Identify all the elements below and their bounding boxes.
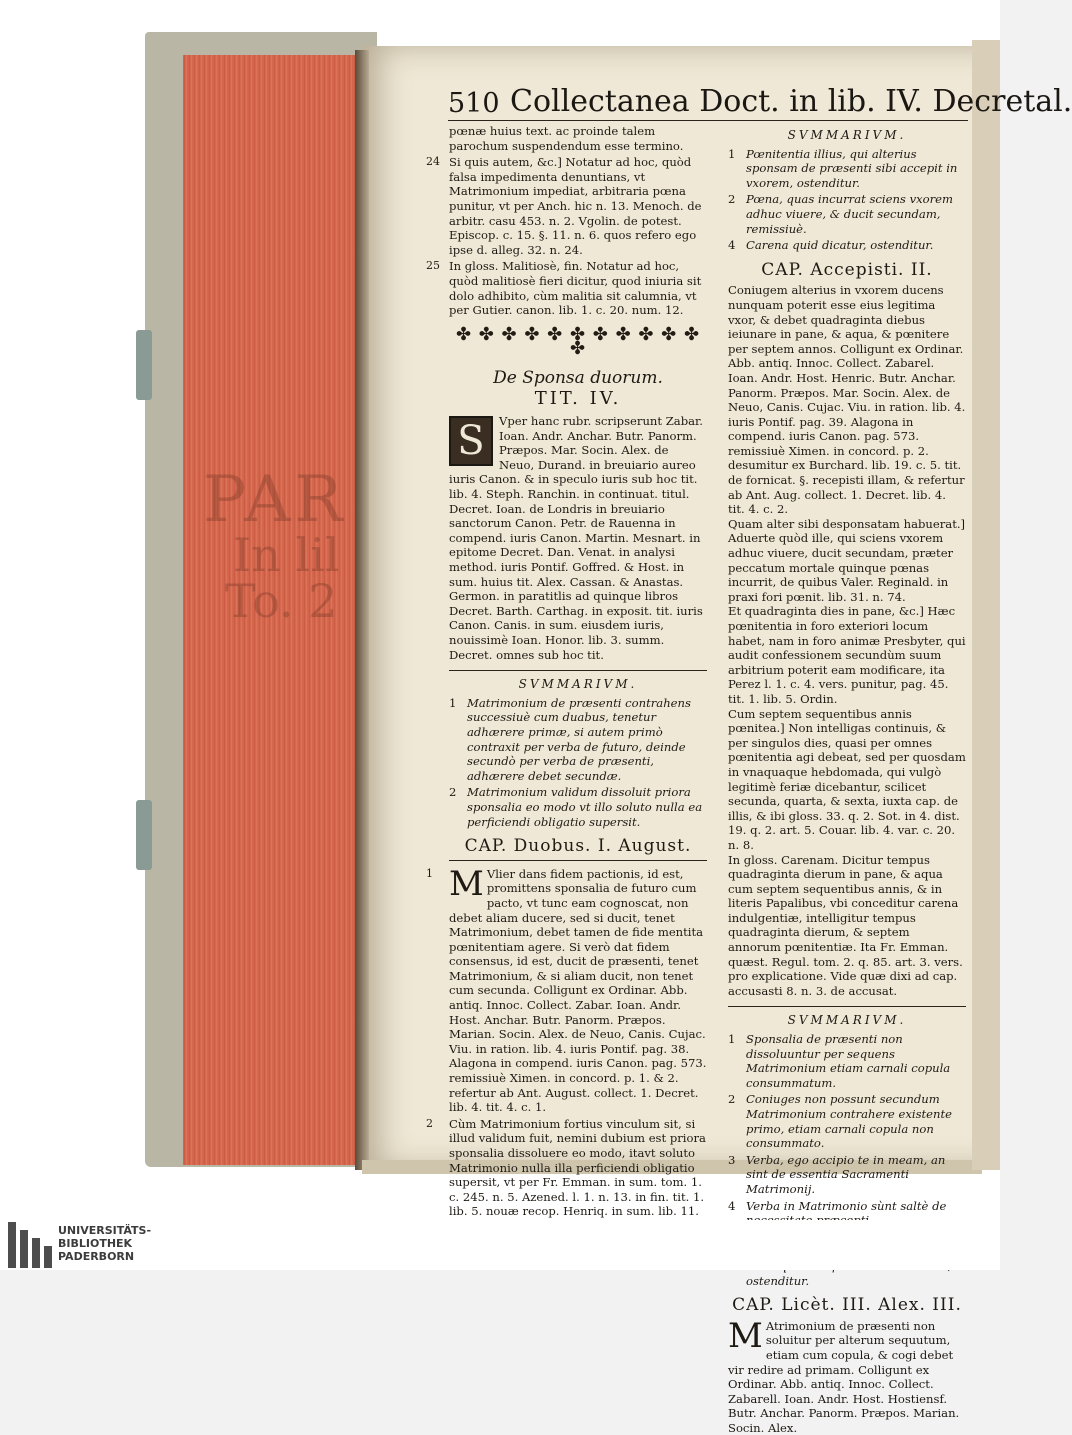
para-24-text: Si quis autem, &c.] Notatur ad hoc, quòd falsa impedimenta denuntians, vt Matrimonium impediat, arbitraria pœna punitur, vt per Anch. hic n. 13. Menoch. de arbitr. casu 453. n. 2. Vgolin. de potest. Episcop. c. 15. §. 11. n. 6. quos refero ego ipse d. alleg. 32. n. 24. bbox=[449, 155, 702, 257]
page-number: 510 bbox=[448, 88, 500, 119]
para-25 bbox=[426, 259, 707, 318]
cap3-paragraph bbox=[728, 1315, 966, 1435]
margin-number: 25 bbox=[426, 259, 440, 273]
summarium-item: 2 Matrimonium validum dissoluit priora sponsalia eo modo vt illo soluto nulla ea perficiendi obligatio supersit. bbox=[449, 785, 703, 829]
summarium-item: 2 Coniuges non possunt secundum Matrimonium contrahere existente primo, etiam carnali copula non consummato. bbox=[728, 1092, 953, 1151]
cap2-para-1: Coniugem alterius in vxorem ducens nunquam poterit esse eius legitima vxor, & debet quadraginta diebus ieiunare in pane, & aqua, & pœnitere per septem annos. Colligunt ex Ordinar. Abb. antiq. Innoc. Collect. Zabarel. Ioan. Andr. Host. Henric. Butr. Anchar. Panorm. Præpos. Mar. Socin. Alex. de Neuo, Canis. Cujac. Viu. in ration. lib. 4. iuris Pontif. pag. 39. Alagona in compend. iuris Canon. pag. 573. remissiuè Ximen. in concord. p. 2. desumitur ex Burchard. lib. 19. c. 5. tit. de fornicat. §. recepisti illam, & refertur ab Ant. Aug. collect. 1. Decret. lib. 4. tit. 4. c. 2. bbox=[728, 283, 966, 517]
para-25-text: In gloss. Malitiosè, fin. Notatur ad hoc, quòd malitiosè fieri dicitur, quod iniuria sit dolo adhibito, cùm malitia sit calumnia, vt per Gutier. canon. lib. 1. c. 20. num. 12. bbox=[449, 259, 702, 318]
library-line-3: PADERBORN bbox=[58, 1250, 135, 1263]
stamp-line-1: PAR bbox=[203, 463, 347, 537]
running-title: Collectanea Doct. in lib. IV. Decretal. bbox=[510, 84, 1072, 119]
summarium-item: 1 Pœnitentia illius, qui alterius sponsam de præsenti sibi accepit in vxorem, ostenditur. bbox=[728, 146, 958, 190]
section-title: De Sponsa duorum. bbox=[493, 367, 663, 388]
ornament-band: ✤ ✤ ✤ ✤ ✤ ✤ ✤ ✤ ✤ ✤ ✤ ✤ bbox=[455, 323, 701, 360]
clasp-bottom bbox=[136, 800, 152, 870]
chapter-title: CAP. Licèt. III. Alex. III. bbox=[732, 1295, 962, 1316]
chapter-para-1 bbox=[426, 863, 707, 1115]
drop-capital: S bbox=[449, 416, 493, 466]
library-logo-icon bbox=[8, 1222, 54, 1268]
cap2-para-3: Et quadraginta dies in pane, &c.] Hæc pœnitentia in foro exteriori locum habet, nam in foro animæ Presbyter, qui audit confessionem secundùm suum arbitrium poterit eam modificare, ita Perez l. 1. c. 4. vers. punitur, pag. 45. tit. 1. lib. 5. Ordin. bbox=[728, 604, 966, 706]
spine-stamp bbox=[203, 463, 347, 628]
stamp-line-3: To. 2 bbox=[225, 574, 338, 628]
summarium-item: 2 Pœna, quas incurrat sciens vxorem adhuc viuere, & ducit secundam, remissiuè. bbox=[728, 192, 954, 236]
para-24 bbox=[426, 155, 707, 257]
summarium-item: ostenditur. bbox=[746, 1273, 810, 1288]
summarium-list bbox=[449, 696, 707, 829]
left-column bbox=[426, 124, 707, 1248]
divider bbox=[449, 860, 707, 861]
summarium-heading: SVMMARIVM. bbox=[518, 677, 638, 692]
margin-number: 1 bbox=[426, 866, 433, 880]
summarium-heading: SVMMARIVM. bbox=[787, 128, 907, 142]
cap2-para-5: In gloss. Carenam. Dicitur tempus quadraginta dierum in pane, & aqua cum septem sequentibus annis, & in literis Papalibus, vbi conceditur carena indulgentiæ, intelligitur tempus quadraginta dierum, & septem annorum pœnitentiæ. Ita Fr. Emman. quæst. Regul. tom. 2. q. 85. art. 3. vers. pro explicatione. Vide quæ dixi ad cap. accusasti 8. n. 3. de accusat. bbox=[728, 852, 963, 998]
right-page-edge bbox=[972, 40, 1000, 1170]
gutter-shadow bbox=[355, 50, 369, 1170]
margin-number: 24 bbox=[426, 155, 440, 169]
cap2-para-2: Quam alter sibi desponsatam habuerat.] Aduerte quòd ille, qui sciens vxorem adhuc viuere, ducit secundam, præter peccatum mortale quinque pœnas incurrit, de quibus Valer. Reginald. in praxi fori pœnit. lib. 31. n. 74. bbox=[728, 516, 966, 604]
divider bbox=[728, 1006, 966, 1007]
cap2-para-4: Cum septem sequentibus annis pœnitea.] Non intelligas continuis, & per singulos dies, quasi per omnes pœnitentia agi debeat, sed per quosdam in vnaquaque hebdomada, qui vulgò legitimè feriæ dicebantur, scilicet secunda, quarta, & sexta, iuxta cap. de illis, & ibi gloss. 33. q. 2. Sot. in 4. dist. 19. q. 2. art. 5. Couar. lib. 4. var. c. 20. n. 8. bbox=[728, 706, 966, 852]
summarium-heading: SVMMARIVM. bbox=[787, 1013, 907, 1028]
page-header bbox=[448, 84, 1072, 124]
chapter-para-1-text: Vlier dans fidem pactionis, id est, promittens sponsalia de futuro cum pacto, vt tunc eam cognoscat, non debet aliam ducere, sed si ducit, tenet Matrimonium, debet tamen de fide mentita pœnitentiam agere. Si verò dat fidem consensus, id est, ducit de præsenti, tenet Matrimonium, & si aliam ducit, non tenet cum secunda. Colligunt ex Ordinar. Abb. antiq. Innoc. Collect. Zabar. Ioan. Andr. Host. Anchar. Butr. Panorm. Præpos. Marian. Socin. Alex. de Neuo, Canis. Cujac. Viu. in ration. lib. 4. iuris Pontif. pag. 38. Alagona in compend. iuris Canon. pag. 573. remissiuè Ximen. in concord. p. 1. & 2. refertur ab Ant. August. collect. 1. Decret. lib. 4. tit. 4. c. 1. bbox=[449, 866, 707, 1115]
initial-letter: M bbox=[449, 863, 484, 904]
summarium-item: 1 Matrimonium de præsenti contrahens successiuè cum duabus, tenetur adhærere primæ, si autem primò contraxit per verba de futuro, deinde secundò per verba de præsenti, adhærere debet secundæ. bbox=[449, 695, 691, 783]
library-name bbox=[58, 1224, 151, 1263]
chapter-title: CAP. Duobus. I. August. bbox=[464, 836, 692, 857]
summarium-item: 4 Verba in Matrimonio sùnt saltè de bbox=[728, 1198, 947, 1213]
summarium-item: 4 Carena quid dicatur, ostenditur. bbox=[728, 238, 934, 253]
library-line-1: UNIVERSITÄTS- bbox=[58, 1224, 152, 1237]
chapter-title: CAP. Accepisti. II. bbox=[761, 259, 933, 280]
tit-paragraph bbox=[449, 414, 707, 662]
margin-number: 2 bbox=[426, 1116, 433, 1130]
clasp-top bbox=[136, 330, 152, 400]
library-line-2: BIBLIOTHEK bbox=[58, 1237, 133, 1250]
summarium-item: 1 Sponsalia de præsenti non dissoluuntur per sequens Matrimonium etiam carnali copula consummatum. bbox=[728, 1032, 951, 1090]
header-rule bbox=[448, 120, 968, 121]
cap3-para-1: Atrimonium de præsenti non soluitur per alterum sequutum, etiam cum copula, & cogi debet vir redire ad primam. Colligunt ex Ordinar. Abb. antiq. Innoc. Collect. Zabarell. Ioan. Andr. Host. Hostiensf. Butr. Anchar. Panorm. Præpos. Marian. Socin. Alex. bbox=[728, 1318, 960, 1435]
chapter-para-2-text: Cùm Matrimonium fortius vinculum sit, si illud validum fuit, nemini dubium est priora sponsalia dissoluere eo modo, itavt soluto Matrimonio nulla illa perficiendi obligatio supersit, vt per Fr. Emman. in sum. tom. 1. c. 245. n. 5. Azened. l. 1. n. 13. in fin. tit. 1. lib. 5. nouæ recop. Henriq. in sum. lib. 11. bbox=[449, 1116, 706, 1219]
divider bbox=[449, 670, 707, 671]
summarium-item: 3 Verba, ego accipio te in meam, an sint de essentia Sacramenti Matrimonij. bbox=[728, 1152, 946, 1196]
title-number: TIT. IV. bbox=[534, 387, 622, 409]
summarium-list bbox=[728, 147, 966, 253]
intro-lines: pœnæ huius text. ac proinde talem parochum suspendendum esse termino. bbox=[449, 124, 684, 153]
tit-text: Vper hanc rubr. scripserunt Zabar. Ioan. Andr. Anchar. Butr. Panorm. Præpos. Mar. Socin. Alex. de Neuo, Durand. in breuiario aureo iuris Canon. & in speculo iuris sub hoc tit. lib. 4. Steph. Ranchin. in continuat. titul. Decret. Ioan. de Londris in breuiario sanctorum Canon. Petr. de Rauenna in compend. iuris Canon. Martin. Mesnart. in epitome Decret. Dan. Venat. in analysi method. iuris Pontif. Goffred. & Host. in sum. huius tit. Alex. Cassan. & Anastas. Germon. in paratitlis ad quinque libros Decret. Barth. Carthag. in exposit. tit. iuris Canon. Canis. in sum. eiusdem iuris, nouissimè Ioan. Honor. lib. 3. summ. Decret. omnes sub hoc tit. bbox=[449, 414, 703, 662]
stamp-line-2: In lil bbox=[233, 528, 340, 582]
initial-letter: M bbox=[728, 1315, 763, 1356]
